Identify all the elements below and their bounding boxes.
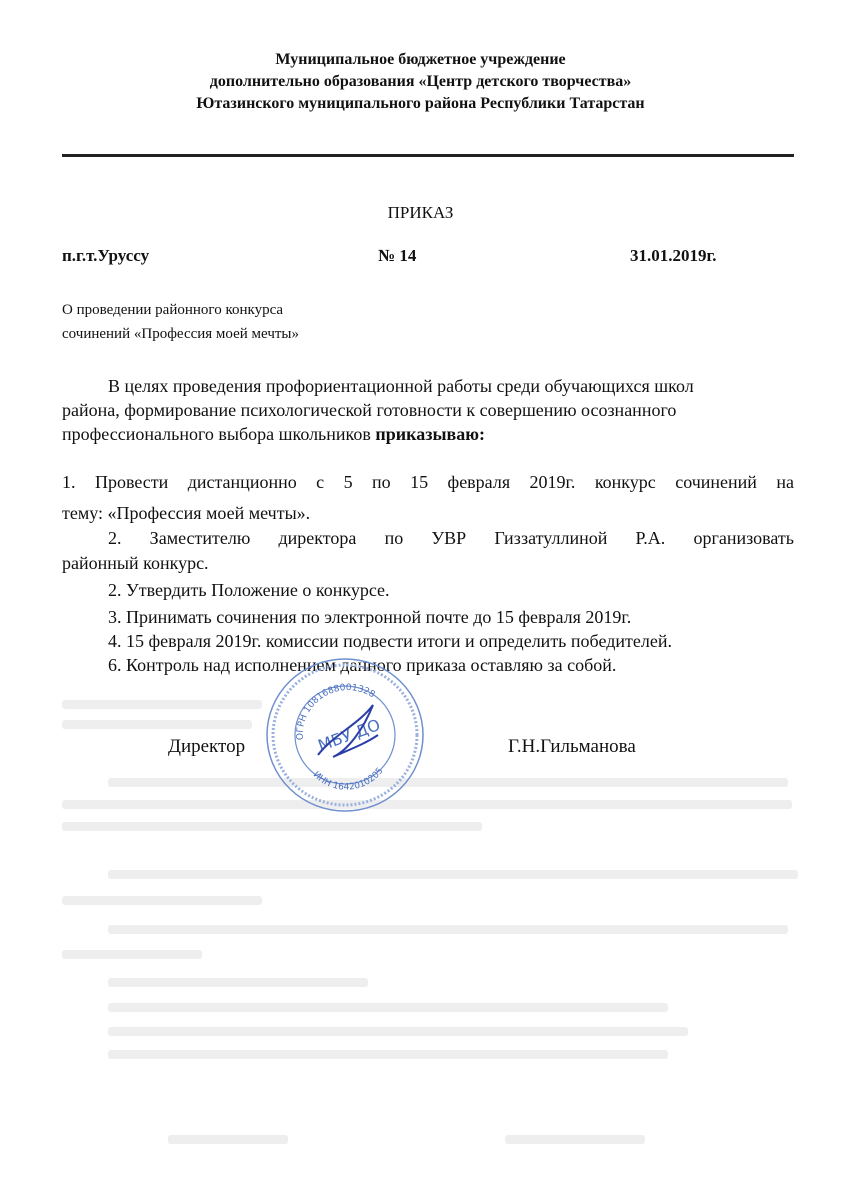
order-date: 31.01.2019г. xyxy=(630,246,717,265)
place: п.г.т.Уруссу xyxy=(62,246,150,265)
signatory-position: Директор xyxy=(168,736,246,757)
item-1-line2: тему: «Профессия моей мечты». xyxy=(62,503,311,523)
subject-line1: О проведении районного конкурса xyxy=(62,302,284,318)
order-word: приказываю: xyxy=(375,424,485,444)
document-title: ПРИКАЗ xyxy=(387,203,454,222)
item-2-line1: 2. Заместителю директора по УВР Гиззатуллиной Р.А. организовать xyxy=(108,528,794,548)
item-6: 6. Контроль над исполнением данного приказа оставляю за собой. xyxy=(108,655,617,675)
signatory-name: Г.Н.Гильманова xyxy=(508,736,636,757)
item-1-line1: 1. Провести дистанционно с 5 по 15 февраля 2019г. конкурс сочинений на xyxy=(62,472,794,492)
preamble-line2: района, формирование психологической готовности к совершению осознанного xyxy=(62,400,677,420)
item-5: 4. 15 февраля 2019г. комиссии подвести итоги и определить победителей. xyxy=(108,631,672,651)
preamble-line1: В целях проведения профориентационной работы среди обучающихся школ xyxy=(108,376,694,396)
svg-text:ИНН 1642010205 xyxy=(311,766,386,793)
preamble-text: профессионального выбора школьников xyxy=(62,424,376,444)
order-number: № 14 xyxy=(378,246,417,265)
subject-line2: сочинений «Профессия моей мечты» xyxy=(62,326,299,342)
preamble-line3 xyxy=(62,424,485,445)
stamp-ogrn: ОГРН 1081688001328 xyxy=(295,683,377,741)
stamp-inn: ИНН 1642010205 xyxy=(310,766,386,793)
item-4: 3. Принимать сочинения по электронной почте до 15 февраля 2019г. xyxy=(108,607,632,627)
official-stamp xyxy=(263,655,428,815)
item-2-line2: районный конкурс. xyxy=(62,553,209,573)
header-divider xyxy=(62,154,794,157)
stamp-center-text: МБУ ДО xyxy=(315,715,383,756)
item-3: 2. Утвердить Положение о конкурсе. xyxy=(108,580,390,600)
org-name-line3: Ютазинского муниципального района Республики Татарстан xyxy=(196,95,645,112)
org-name-line1: Муниципальное бюджетное учреждение xyxy=(275,51,566,68)
org-name-line2: дополнительно образования «Центр детского творчества» xyxy=(209,73,632,90)
